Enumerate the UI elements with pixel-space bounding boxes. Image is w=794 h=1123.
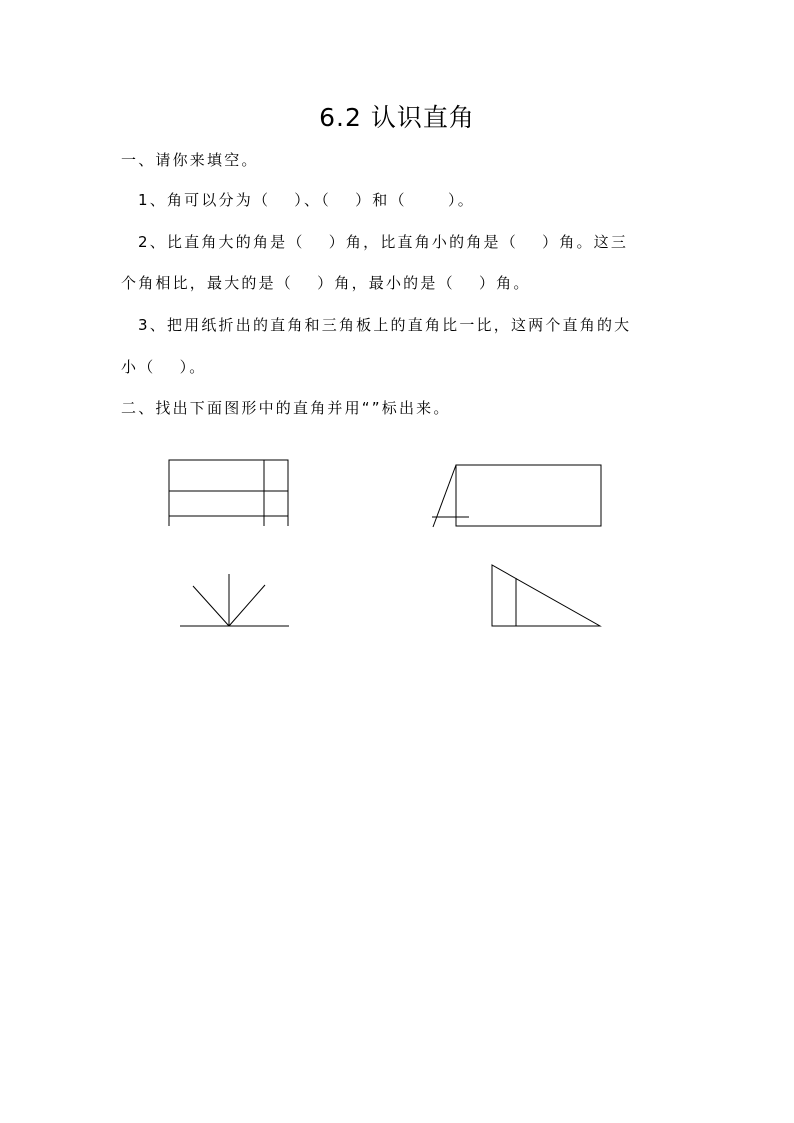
question-3-line-1: 3、把用纸折出的直角和三角板上的直角比一比，这两个直角的大: [138, 316, 632, 334]
figure-fan-of-rays: [180, 574, 289, 626]
question-1: 1、角可以分为（ ）、（ ）和（ ）。: [138, 191, 475, 209]
figure-rectangle-with-slant: [432, 465, 601, 527]
section-2-heading: 二、找出下面图形中的直角并用“”标出来。: [121, 399, 451, 417]
figure-grid-rectangle: [169, 460, 288, 526]
question-3-line-2: 小（ ）。: [121, 358, 207, 376]
question-2-line-1: 2、比直角大的角是（ ）角，比直角小的角是（ ）角。这三: [138, 233, 629, 251]
question-2-line-2: 个角相比，最大的是（ ）角，最小的是（ ）角。: [121, 274, 531, 292]
section-1-heading: 一、请你来填空。: [121, 151, 259, 169]
page-title: 6.2 认识直角: [319, 103, 475, 132]
figure-right-triangle: [492, 565, 600, 626]
